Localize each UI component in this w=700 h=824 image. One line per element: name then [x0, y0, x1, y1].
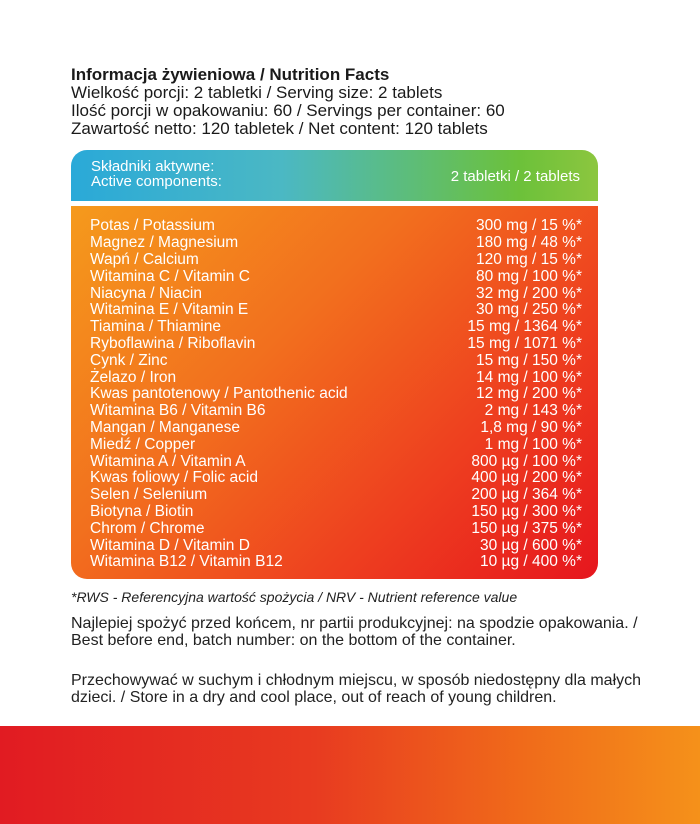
nutrient-row: [90, 453, 582, 470]
nutrient-value: 400 µg / 200 %*: [471, 469, 582, 487]
nutrient-row: [90, 369, 582, 386]
nutrient-name: Kwas pantotenowy / Pantothenic acid: [90, 385, 348, 403]
nutrient-row: [90, 520, 582, 537]
nutrient-row: [90, 336, 582, 353]
nutrient-row: [90, 218, 582, 235]
nutrient-row: [90, 537, 582, 554]
nutrient-name: Tiamina / Thiamine: [90, 318, 221, 336]
storage-text: Przechowywać w suchym i chłodnym miejscu, w sposób niedostępny dla małych dzieci. / Store in a dry and cool place, out of reach of young children.: [71, 672, 642, 706]
servings-per-container: Ilość porcji w opakowaniu: 60 / Servings per container: 60: [71, 101, 505, 120]
active-components-label: [91, 159, 222, 189]
nutrient-row: [90, 403, 582, 420]
nutrient-row: [90, 386, 582, 403]
nutrient-row: [90, 352, 582, 369]
nutrient-row: [90, 487, 582, 504]
nutrient-row: [90, 436, 582, 453]
active-components-label-pl: Składniki aktywne:: [91, 158, 215, 175]
nutrient-name: Witamina B12 / Vitamin B12: [90, 553, 283, 571]
nutrient-row: [90, 319, 582, 336]
nutrient-name: Witamina E / Vitamin E: [90, 301, 249, 319]
nutrient-name: Witamina D / Vitamin D: [90, 536, 250, 554]
nutrient-name: Magnez / Magnesium: [90, 234, 239, 252]
nutrient-row: [90, 285, 582, 302]
nutrient-name: Selen / Selenium: [90, 486, 208, 504]
table-header: [71, 150, 598, 201]
nutrient-name: Witamina C / Vitamin C: [90, 267, 250, 285]
nutrient-row: [90, 504, 582, 521]
nutrient-name: Niacyna / Niacin: [90, 284, 202, 302]
nutrient-name: Cynk / Zinc: [90, 351, 168, 369]
nutrient-name: Chrom / Chrome: [90, 519, 205, 537]
serving-size: Wielkość porcji: 2 tabletki / Serving size: 2 tablets: [71, 83, 443, 102]
nutrient-row: [90, 420, 582, 437]
nutrient-name: Potas / Potassium: [90, 217, 215, 235]
nutrient-name: Biotyna / Biotin: [90, 502, 194, 520]
nutrient-value: 10 µg / 400 %*: [480, 553, 582, 571]
serving-column-label: 2 tabletki / 2 tablets: [450, 168, 580, 185]
nutrient-value: 2 mg / 143 %*: [484, 402, 582, 420]
net-content: Zawartość netto: 120 tabletek / Net content: 120 tablets: [71, 119, 488, 138]
nutrient-rows: [90, 218, 582, 571]
nutrient-value: 14 mg / 100 %*: [476, 368, 582, 386]
nutrient-value: 32 mg / 200 %*: [476, 284, 582, 302]
nutrient-value: 300 mg / 15 %*: [476, 217, 582, 235]
nutrient-row: [90, 235, 582, 252]
nutrient-value: 15 mg / 1364 %*: [467, 318, 582, 336]
nutrient-value: 150 µg / 375 %*: [471, 519, 582, 537]
nutrient-value: 1,8 mg / 90 %*: [480, 418, 582, 436]
nutrient-name: Kwas foliowy / Folic acid: [90, 469, 258, 487]
nutrient-value: 1 mg / 100 %*: [484, 435, 582, 453]
nutrient-value: 12 mg / 200 %*: [476, 385, 582, 403]
nutrient-value: 120 mg / 15 %*: [476, 250, 582, 268]
nutrient-row: [90, 268, 582, 285]
nutrient-name: Wapń / Calcium: [90, 250, 199, 268]
nutrient-name: Żelazo / Iron: [90, 368, 177, 386]
nutrient-value: 180 mg / 48 %*: [476, 234, 582, 252]
nutrient-row: [90, 554, 582, 571]
nutrient-value: 15 mg / 1071 %*: [467, 334, 582, 352]
bottom-color-band: [0, 726, 700, 824]
nrv-footnote: *RWS - Referencyjna wartość spożycia / NRV - Nutrient reference value: [71, 589, 518, 605]
nutrient-name: Mangan / Manganese: [90, 418, 240, 436]
nutrient-table: [71, 206, 598, 579]
nutrient-value: 200 µg / 364 %*: [471, 486, 582, 504]
nutrient-row: [90, 252, 582, 269]
nutrient-row: [90, 302, 582, 319]
nutrient-value: 150 µg / 300 %*: [471, 502, 582, 520]
nutrient-name: Witamina B6 / Vitamin B6: [90, 402, 266, 420]
nutrient-value: 15 mg / 150 %*: [476, 351, 582, 369]
nutrient-value: 80 mg / 100 %*: [476, 267, 582, 285]
active-components-label-en: Active components:: [91, 173, 222, 190]
nutrient-name: Ryboflawina / Riboflavin: [90, 334, 256, 352]
nutrient-name: Witamina A / Vitamin A: [90, 452, 246, 470]
nutrition-title: Informacja żywieniowa / Nutrition Facts: [71, 65, 390, 84]
nutrition-header: [71, 66, 671, 138]
nutrient-row: [90, 470, 582, 487]
nutrient-value: 800 µg / 100 %*: [471, 452, 582, 470]
nutrient-value: 30 mg / 250 %*: [476, 301, 582, 319]
nutrient-value: 30 µg / 600 %*: [480, 536, 582, 554]
best-before-text: Najlepiej spożyć przed końcem, nr partii produkcyjnej: na spodzie opakowania. / Best before end, batch number: on the bottom of the container.: [71, 615, 638, 649]
nutrient-name: Miedź / Copper: [90, 435, 196, 453]
